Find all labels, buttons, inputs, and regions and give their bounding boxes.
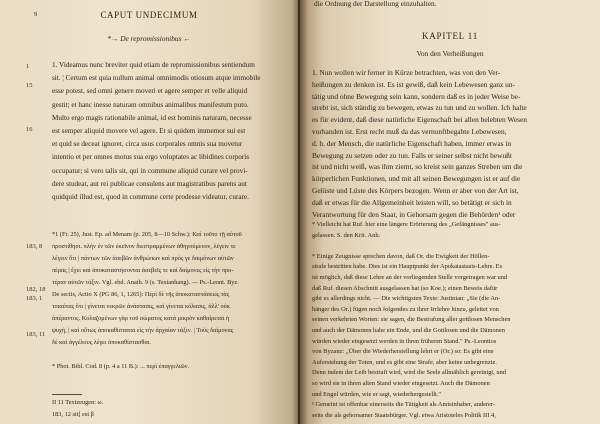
body-line: tätig und ohne Bewegung sein kann, sondern daß es in jeder Weise be-	[312, 91, 521, 101]
chapter-subtitle: Von den Verheißungen	[416, 49, 484, 58]
carry-over-line: die Ordnung der Darstellung einzuhalten.	[314, 0, 437, 8]
margin-reference: 183, 11	[26, 331, 46, 338]
footnote-line: τοιαύτας ὅτι | γίνεται νεκρῶν ἀνάστασις, καὶ γίνεται κόλασις, ἀλλ' οὐκ	[52, 303, 230, 310]
footnote-line: πέρας | ἔχει καὶ ἀποκαταστήσονται ἀσεβεῖς τε καὶ δαίμονες εἰς τὴν προ-	[52, 267, 234, 274]
body-line: est semper aliquid movere vel agere. Et si quidem immemor sui est	[52, 127, 246, 135]
body-line: Bewegung zu setzen oder zu tun. Falls er seiner selbst nicht bewußt	[312, 150, 512, 160]
footnote-line: δὲ καὶ ἀγγέλους λέγει ἀποκαθίστασθαι.	[52, 339, 152, 346]
footnote-line: hänger des Or.) fügen noch folgendes zu ihrer Irrlehre hinzu, geleitet von	[312, 305, 499, 313]
body-line: gestit; et hanc inesse naturam omnibus animalibus manifestum puto.	[52, 100, 249, 109]
chapter-heading: KAPITEL 11	[421, 31, 479, 41]
footnote-line: τέραν αὐτῶν τάξιν. Vgl. ebd. Anath. 9 (s. Textanhang). — Ps.-Leont. Byz.	[52, 279, 239, 286]
margin-reference: 183, 1	[26, 295, 43, 302]
margin-reference: 182, 18	[26, 286, 46, 293]
apparatus-rule	[52, 394, 82, 395]
right-page	[300, 0, 600, 424]
footnote-line: strafe bestritten habe. Dies ist ein Hauptpunkt der Apokatastasis-Lehre. Es	[312, 263, 503, 271]
body-line: körperlichen Funktionen, und mit all seinen Bewegungen ist er auf die	[312, 174, 521, 184]
footnote-line: von Byzanz: „Über die Wiederherstellung lehrt er (Or.) so: Es gibt eine	[312, 348, 494, 356]
margin-reference: 183, 8	[26, 243, 43, 250]
footnote-line: ἀπέραντος. Κολαζομένων γὰρ τοῦ σώματος κατὰ μικρὸν καθαίρεται ἡ	[52, 315, 230, 322]
body-line: Verantwortung für den Staat, in Gehorsam gegen die Behörden¹ oder	[312, 209, 516, 219]
footnote-line: ψυχή, | καὶ οὕτως ἀποκαθίσταται εἰς τὴν ἀρχαίαν τάξιν. | Τοὺς δαίμονας	[52, 327, 234, 334]
running-head: CAPUT UNDECIMUM	[100, 10, 198, 20]
body-line: dere studeat, aut rei publicae consulens aut magistratibus parens aut	[52, 179, 247, 188]
body-line: es für evident, daß diese natürliche Eigenschaft bei allen belebten Wesen	[312, 115, 527, 125]
footnote-line: * Phot. Bibl. Cod. 8 (p. 4 a 11 B.): ... περὶ ἐπαγγελιῶν.	[52, 363, 190, 370]
footnote-line: προστίθησι. πλὴν ἐν τῶν ἐκεῖνον διεστραμμένων ἀθηγούμενον, λέγειν τε	[52, 243, 236, 250]
margin-reference: 16	[26, 126, 33, 133]
footnote-line: gelassen. S. den Krit. Anh.	[312, 231, 381, 239]
body-line: heißungen zu denken ist. Es ist gewiß, daß kein Lebewesen ganz un-	[312, 79, 515, 89]
body-line: quidquid illud est, quod in commune certe prodesse videatur, curare.	[52, 193, 249, 201]
body-line: Multo ergo magis rationabile animal, id est hominis naturam, necesse	[52, 113, 252, 122]
footnote-line: gibt es allerdings nicht. — Die wichtigsten Texte: Justinian: „Sie (die An-	[312, 295, 501, 303]
footnote-line: * Vielleicht hat Ruf. hier eine längere Erörterung des „Gefängnisses" aus-	[312, 221, 501, 228]
body-line: ist und nicht weiß, was ihm ziemt, so kreist sein ganzes Streben um die	[312, 162, 523, 172]
folio-number: 9	[34, 11, 38, 18]
footnote-line: ist möglich, daß diese Lehre an der vorliegenden Stelle vorgetragen war und	[312, 274, 508, 281]
body-line: daß er etwas für die Allgemeinheit leisten will, so betätigt er sich in	[312, 197, 512, 207]
body-line: Gelüste und Lüste des Körpers bezogen. Wenn er aber von der Art ist,	[312, 186, 519, 195]
left-page	[0, 0, 298, 424]
body-line: strebt ist, sich ständig zu bewegen, etwas zu tun und zu wollen. Ich halte	[312, 103, 527, 113]
footnote-line: würden wieder eingesetzt werden in ihren früheren Stand." Ps.-Leontios	[312, 337, 497, 345]
footnote-line: De sectis, Actio X (PG 86, 1, 1265): Περὶ δὲ τῆς ἀποκαταστάσεως τὰς	[52, 291, 230, 298]
footnote-line: Denn indem der Leib bestraft wird, wird die Seele allmählich gereinigt, und	[312, 369, 506, 377]
body-line: occupatur; si vero talis sit, qui in commune aliquid curare vel provi-	[52, 166, 248, 175]
body-line: et quid se deceat ignoret, circa usus corporales omnis sua movetur	[52, 140, 243, 149]
body-line: d. h. der Mensch, die natürliche Eigenschaft haben, immer etwas in	[312, 138, 512, 148]
apparatus-line: II 11 Textzeugen: ω.	[52, 399, 104, 406]
margin-reference: 1	[26, 63, 30, 70]
body-line: intentio et per omnes motus sua ergo voluptates ac libidines corporis	[52, 153, 250, 162]
footnote-line: * Einige Zeugnisse sprechen davon, daß Or. die Ewigkeit der Höllen-	[312, 252, 490, 260]
footnote-line: Auferstehung der Toten, und es gibt eine Strafe, aber keine unbegrenzte.	[312, 358, 497, 366]
body-line: vorhanden ist. Erst recht muß da das vernunftbegabte Lebewesen,	[312, 127, 507, 136]
footnote-line: seits die als gehorsamer Staatsbürger. Vgl. etwa Aristoteles Politik III 4,	[312, 411, 496, 419]
footnote-line: *1 (Fr. 25), Just. Ep. ad Menam (p. 205, 8—10 Schw.): Καὶ τοῦτο τῇ αὐτοῦ	[52, 231, 242, 238]
footnote-line: seinen verkehrten Worten: sie sagen, die Bestrafung aller gottlosen Menschen	[312, 316, 511, 324]
margin-reference: 15	[26, 82, 33, 89]
body-line: 1. Nun wollen wir ferner in Kürze betrachten, was von den Ver-	[312, 68, 501, 77]
book-gutter	[292, 0, 308, 424]
footnote-line: und Engel würden, wie er sagt, wiederhergestellt."	[312, 390, 442, 398]
section-title: *→ De repromissionibus ←	[107, 34, 191, 43]
body-line: esse potest, sed omni genere moveri et agere semper et velle aliquid	[52, 87, 248, 96]
body-line: sit. ¦ Certum est quia nullum animal omnimodis otiosum atque immobile	[52, 74, 261, 83]
apparatus-line: 183, 12 sit] est β	[52, 411, 94, 418]
footnote-line: so wird sie in ihren alten Stand wieder eingesetzt. Auch die Dämonen	[312, 380, 490, 387]
footnote-line: und auch der Dämonen habe ein Ende, und die Gottlosen und die Dämonen	[312, 327, 505, 334]
body-line: 1. Videamus nunc breviter quid etiam de repromissionibus sentiendum	[52, 61, 255, 69]
footnote-line: λέγειν ὅτι | πάντων τῶν ἀσεβῶν ἀνθρώπων καὶ πρὸς γε δαιμόνων αὐτῶν	[52, 255, 234, 262]
footnote-line: daß Ruf. diesen Abschnitt ausgelassen hat (so Koe.); einen Beweis dafür	[312, 284, 498, 292]
footnote-line: ¹ Gemeint ist offenbar einerseits die Tätigkeit als Amtsinhaber, anderer-	[312, 401, 496, 409]
